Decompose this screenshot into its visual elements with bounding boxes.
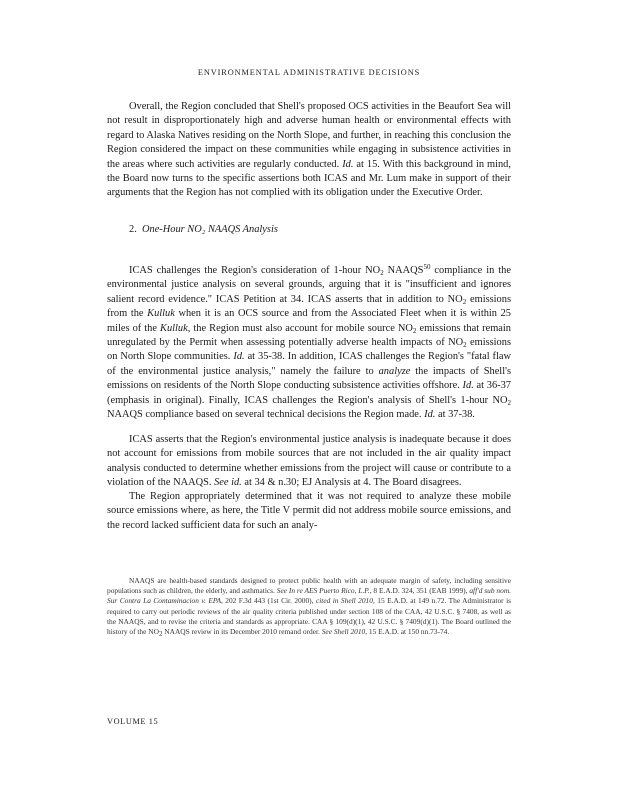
text-run: at 15. With this background in mind, the Board now turns to the specific assertions both ICAS and Mr. Lum make in support of their arguments that the Region has not complied with its obligation under the Executive Order. [107,158,511,199]
section-title: One-Hour NO₂ NAAQS Analysis [142,224,278,235]
footnote-text [107,576,511,637]
emphasis: analyze [378,365,411,377]
case-citation: aff'd sub nom. Sur Contra La Contaminacion v. EPA [107,586,512,606]
text-run: , 202 F.3d 443 (1st Cir. 2000), [220,596,316,606]
citation-see-id: See id. [214,477,242,489]
case-citation: cited in Shell 2010 [315,596,373,606]
subscript: 2 [158,630,163,639]
text-run: NAAQS review in its December 2010 remand order. [162,627,322,637]
paragraph-text [107,433,511,491]
text-run: NAAQS are health-based standards designed to protect public health with an adequate margin of safety, including sensitive populations such as children, the elderly, and asthmatics. [107,576,511,596]
text-run: NAAQS compliance based on several technical decisions the Region made. [107,409,425,421]
text-run: emissions that remain unregulated by the Permit when assessing potentially adverse health impacts of NO [107,322,511,349]
text-run: Overall, the Region concluded that Shell's proposed OCS activities in the Beaufort Sea will not result in disproportionately high and adverse human health or environmental effects with regard to Alaska Natives residing on the North Slope, and further, in reaching this conclusion the Region considered the impact on these communities while engaging in subsistence activities in the areas where such activities are regularly conducted. [107,101,511,170]
text-run: when it is an OCS source and from the Associated Fleet when it is within 25 miles of the [107,308,511,334]
section-heading [129,223,509,237]
text-run: at 37-38. [435,409,475,421]
text-run: at 35-38. In addition, ICAS challenges the Region's "fatal flaw of the environmental justice analysis," namely the failure to [107,351,512,377]
footnote-ref: 50 [423,263,431,271]
case-citation: See In re AES Puerto Rico, L.P. [276,586,370,596]
subscript: 2 [412,326,417,335]
paragraph-text [107,264,511,422]
section-number: 2. [129,224,137,235]
paragraph-icas-asserts [107,433,511,491]
citation-id: Id. [462,380,474,392]
vessel-name: Kulluk [147,308,175,320]
citation-id: Id. [342,158,354,170]
text-run: ICAS asserts that the Region's environmental justice analysis is inadequate because it does not account for emissions from mobile sources that are not included in the air quality impact analysis conducted to determine whether emissions from the project will cause or contribute to a violation of the NAAQS. [107,434,511,489]
subscript: 2 [463,341,467,350]
text-run: emissions from the [107,293,511,320]
paragraph-region-determined [107,490,511,533]
paragraph-text [107,100,511,201]
text-run: , 15 E.A.D. at 149 n.72. The Administrator is required to carry out periodic reviews of the air quality criteria published under section 108 of the CAA, 42 U.S.C. § 7408, as well as the NAAQS, and to revise the criteria and standards as appropriate. CAA § 109(d)(1), 42 U.S.C. § 7409(d)(1). The Board outlined the history of the NO [107,596,512,637]
paragraph-text: The Region appropriately determined that it was not required to analyze these mobile source emissions where, as here, the Title V permit did not address mobile source emissions, and the record lacked sufficient data for such an analy- [107,491,511,531]
subscript: 2 [380,269,384,277]
text-run: , 15 E.A.D. at 150 nn.73-74. [365,627,450,637]
citation-id: Id. [233,351,245,363]
text-run: at 34 & n.30; EJ Analysis at 4. The Board disagrees. [241,477,462,489]
running-header: ENVIRONMENTAL ADMINISTRATIVE DECISIONS [197,68,421,77]
text-run: , 8 E.A.D. 324, 351 (EAB 1999), [369,586,470,596]
text-run: the impacts of Shell's emissions on residents of the North Slope conducting subsistence activities offshore. [107,365,512,392]
vessel-name: Kulluk [160,322,188,334]
text-run: compliance in the environmental justice analysis on several grounds, arguing that it is "insufficient and ignores salient record evidence." ICAS Petition at 34. ICAS asserts that in addition to NO [107,265,511,305]
subscript: 2 [462,297,467,306]
text-run: NAAQS [383,265,424,276]
text-run: , the Region must also account for mobile source NO [187,322,413,334]
citation-id: Id. [424,409,436,421]
footnote-50 [107,576,511,637]
paragraph-overall-conclusion [107,100,511,201]
volume-footer: VOLUME 15 [107,717,159,726]
text-run: ICAS challenges the Region's consideration of 1-hour NO [129,265,381,276]
paragraph-icas-challenges [107,264,511,422]
case-citation: See Shell 2010 [321,627,366,637]
text-run: emissions on North Slope communities. [107,337,511,363]
text-run: at 36-37 (emphasis in original). Finally, ICAS challenges the Region's analysis of Shell's 1-hour NO [107,380,511,406]
subscript: 2 [507,398,511,407]
